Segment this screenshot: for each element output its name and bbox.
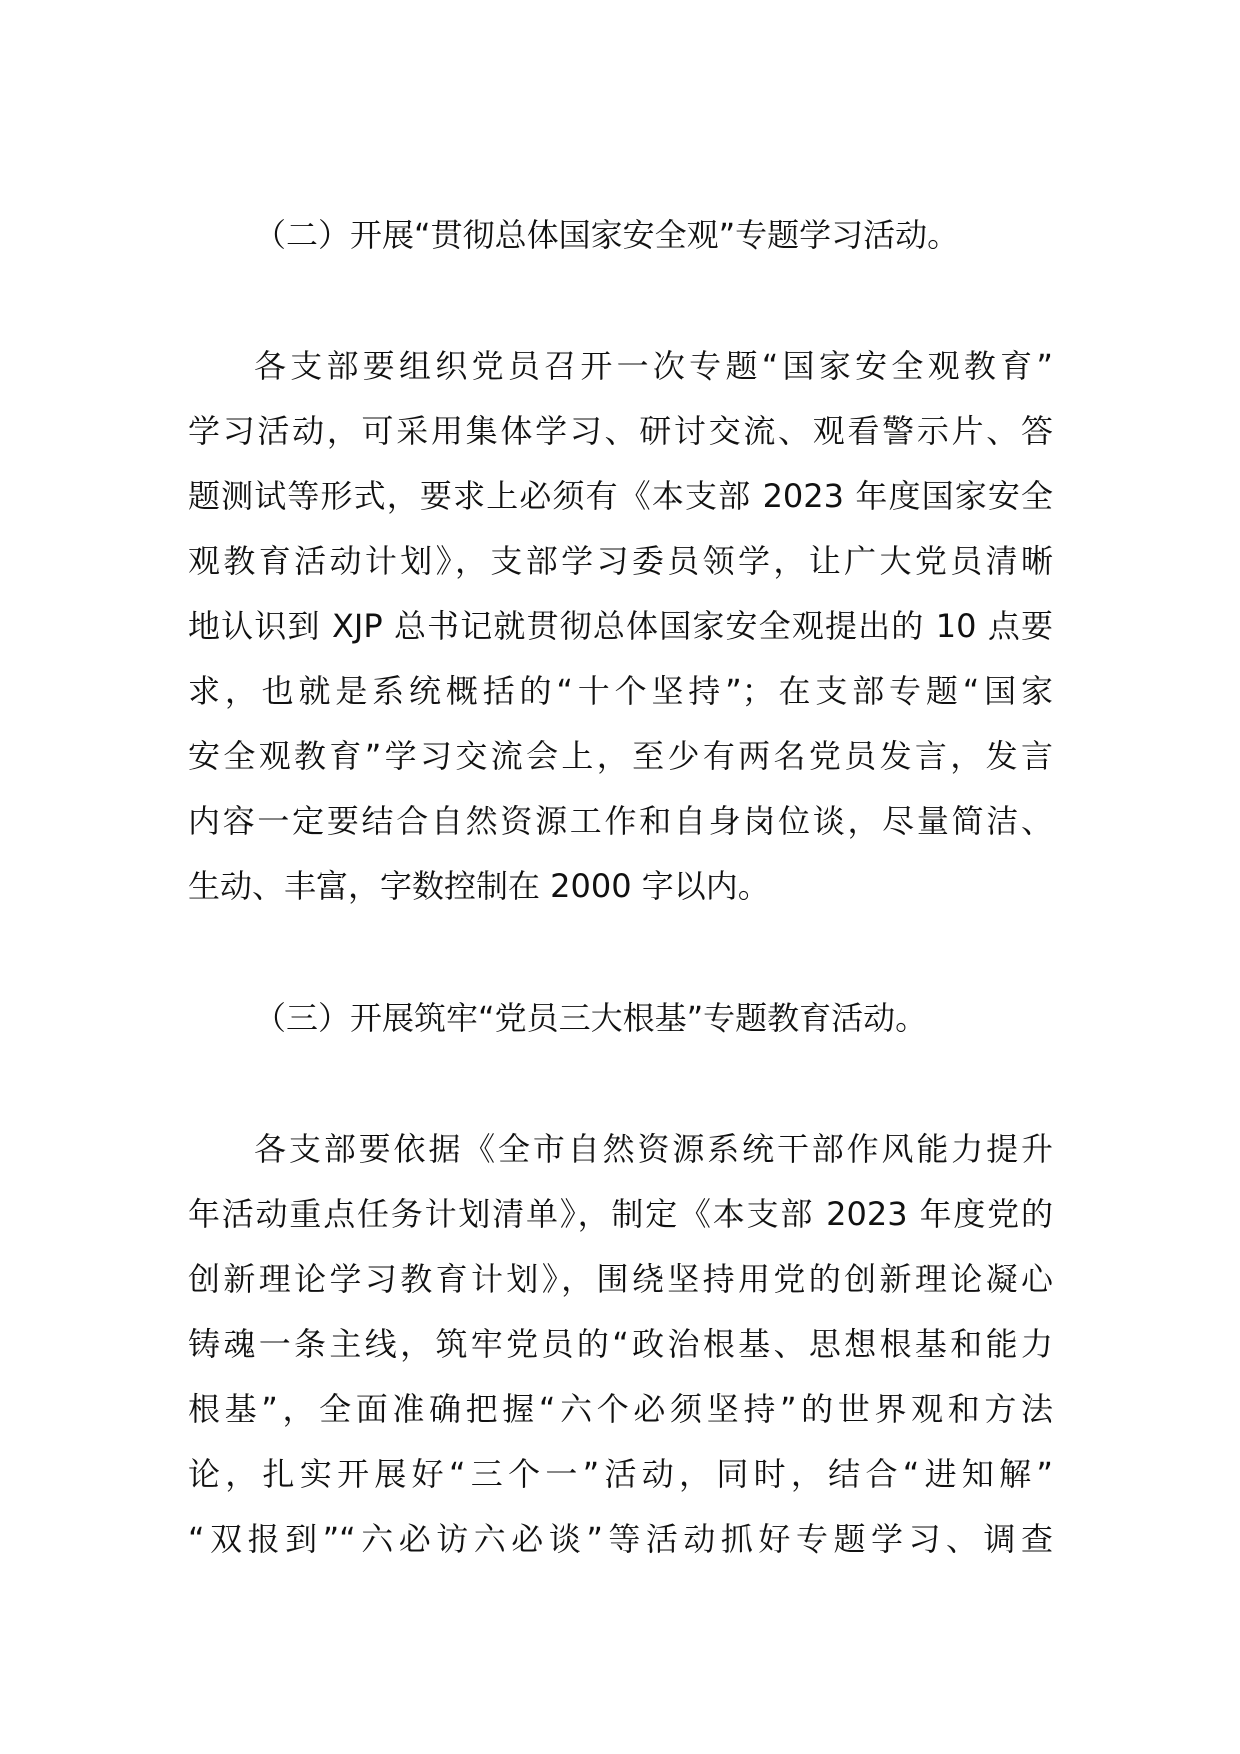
- paragraph-line: 生动、丰富，字数控制在 2000 字以内。: [188, 867, 770, 905]
- paragraph-line: 观教育活动计划》，支部学习委员领学，让广大党员清晰: [188, 542, 1053, 580]
- spacer: [188, 919, 1053, 986]
- paragraph-line: 各支部要组织党员召开一次专题“国家安全观教育”: [254, 347, 1053, 385]
- paragraph-line: 各支部要依据《全市自然资源系统干部作风能力提升: [254, 1130, 1053, 1168]
- paragraph-line: 题测试等形式，要求上必须有《本支部 2023 年度国家安全: [188, 477, 1053, 515]
- section-heading-3: （三）开展筑牢“党员三大根基”专题教育活动。: [254, 999, 928, 1037]
- paragraph-line: “双报到”“六必访六必谈”等活动抓好专题学习、调查: [188, 1520, 1053, 1558]
- paragraph-line: 根基”，全面准确把握“六个必须坚持”的世界观和方法: [188, 1390, 1053, 1428]
- paragraph-line: 学习活动，可采用集体学习、研讨交流、观看警示片、答: [188, 412, 1053, 450]
- paragraph-section-2: [188, 334, 1053, 919]
- paragraph-line: 内容一定要结合自然资源工作和自身岗位谈，尽量简洁、: [188, 802, 1053, 840]
- paragraph-line: 论，扎实开展好“三个一”活动，同时，结合“进知解”: [188, 1455, 1053, 1493]
- document-body: [188, 203, 1053, 1572]
- paragraph-line: 地认识到 XJP 总书记就贯彻总体国家安全观提出的 10 点要: [188, 607, 1053, 645]
- paragraph-line: 创新理论学习教育计划》，围绕坚持用党的创新理论凝心: [188, 1260, 1053, 1298]
- paragraph-section-3: [188, 1117, 1053, 1572]
- paragraph-line: 求，也就是系统概括的“十个坚持”；在支部专题“国家: [188, 672, 1053, 710]
- paragraph-line: 安全观教育”学习交流会上，至少有两名党员发言，发言: [188, 737, 1053, 775]
- paragraph-line: 年活动重点任务计划清单》，制定《本支部 2023 年度党的: [188, 1195, 1053, 1233]
- spacer: [188, 1051, 1053, 1117]
- section-heading-2: （二）开展“贯彻总体国家安全观”专题学习活动。: [254, 216, 960, 254]
- spacer: [188, 268, 1053, 334]
- paragraph-line: 铸魂一条主线，筑牢党员的“政治根基、思想根基和能力: [188, 1325, 1053, 1363]
